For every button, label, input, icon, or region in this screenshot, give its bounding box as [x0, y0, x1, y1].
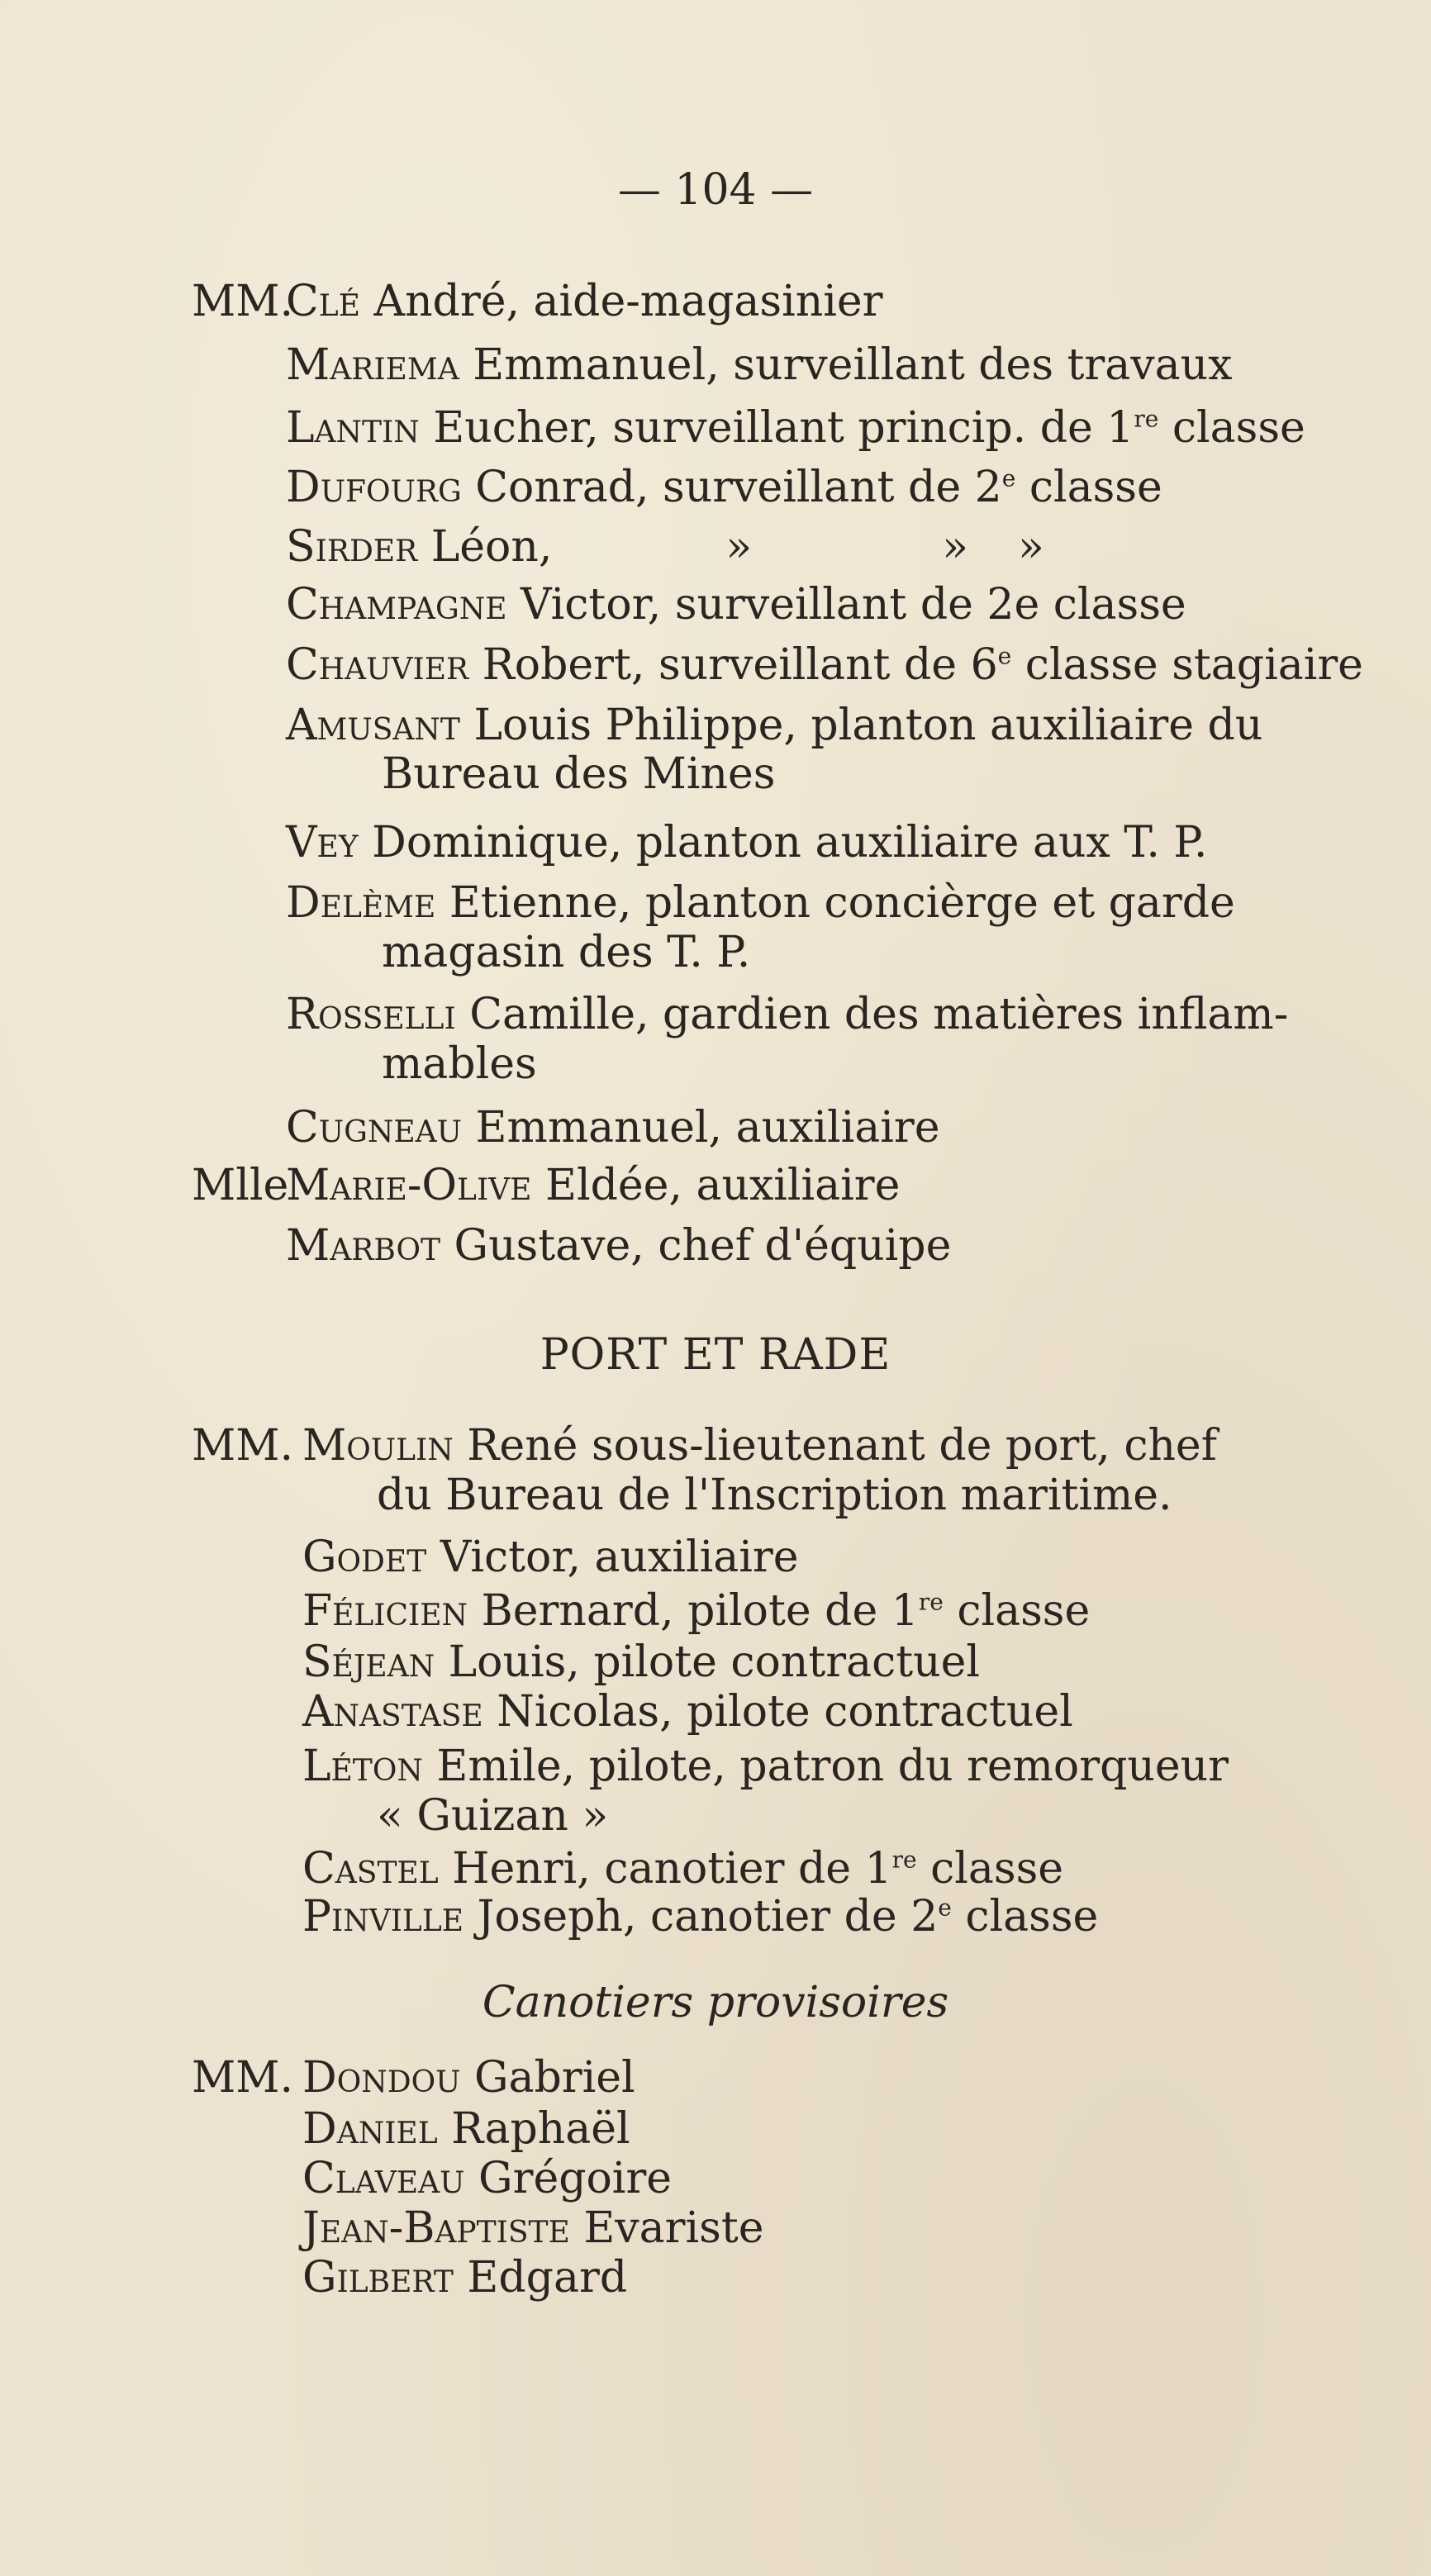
- staff-entry: [286, 340, 1233, 390]
- staff-entry: [286, 818, 1207, 867]
- surname: Léton: [302, 1742, 423, 1791]
- staff-entry: [302, 1844, 1063, 1894]
- entry-continuation: Bureau des Mines: [382, 749, 776, 799]
- entry-text: classe: [1158, 403, 1305, 453]
- entry-text: Eldée, auxiliaire: [531, 1161, 901, 1210]
- entry-continuation: mables: [382, 1039, 537, 1089]
- ordinal-suffix: re: [891, 1846, 917, 1874]
- honorific-prefix: MM.: [192, 1421, 294, 1471]
- surname: Dondou: [302, 2053, 461, 2103]
- staff-entry: [192, 1161, 900, 1210]
- entry-text: Dominique, planton auxiliaire aux T. P.: [358, 818, 1208, 867]
- entry-text: Gabriel: [460, 2053, 635, 2103]
- staff-entry: [302, 1586, 1090, 1636]
- surname: Cugneau: [286, 1103, 463, 1153]
- honorific-prefix: MM.: [192, 2053, 294, 2103]
- entry-text: Emmanuel, auxiliaire: [462, 1103, 940, 1153]
- ordinal-suffix: re: [1134, 405, 1159, 433]
- ordinal-suffix: e: [1001, 464, 1016, 492]
- staff-entry: [302, 2203, 764, 2253]
- entry-text: classe: [1015, 463, 1162, 512]
- surname: Marie-Olive: [286, 1161, 532, 1210]
- staff-entry: [302, 1533, 799, 1582]
- entry-text: Joseph, canotier de 2: [464, 1892, 939, 1942]
- ditto-mark: »: [1018, 522, 1044, 572]
- ditto-mark: »: [725, 522, 753, 572]
- surname: Félicien: [302, 1586, 468, 1636]
- entry-text: Emile, pilote, patron du remorqueur: [422, 1742, 1229, 1791]
- entry-text: Evariste: [569, 2203, 764, 2253]
- surname: Marbot: [286, 1221, 440, 1271]
- staff-entry: [302, 1892, 1098, 1942]
- surname: Claveau: [302, 2154, 465, 2203]
- surname: Pinville: [302, 1892, 464, 1942]
- surname: Amusant: [286, 701, 460, 750]
- surname: Dufourg: [286, 463, 462, 512]
- surname: Rosselli: [286, 990, 456, 1039]
- entry-text: Eucher, surveillant princip. de 1: [419, 403, 1134, 453]
- entry-text: Louis, pilote contractuel: [435, 1637, 981, 1687]
- surname: Sirder: [286, 522, 418, 572]
- staff-entry: [286, 1103, 940, 1153]
- entry-continuation: magasin des T. P.: [382, 928, 751, 977]
- surname: Mariema: [286, 340, 459, 390]
- entry-text: Grégoire: [464, 2154, 673, 2203]
- honorific-prefix: Mlle: [192, 1161, 289, 1210]
- surname: Godet: [302, 1533, 427, 1582]
- entry-continuation: du Bureau de l'Inscription maritime.: [377, 1471, 1172, 1520]
- page-number: — 104 —: [617, 165, 814, 215]
- staff-entry: [192, 2053, 635, 2103]
- surname: Moulin: [302, 1421, 454, 1471]
- staff-entry: [302, 1637, 980, 1687]
- surname: Champagne: [286, 580, 507, 630]
- surname: Daniel: [302, 2104, 438, 2154]
- staff-entry: [286, 580, 1186, 630]
- entry-text: Emmanuel, surveillant des travaux: [459, 340, 1233, 390]
- entry-text: Bernard, pilote de 1: [468, 1586, 919, 1636]
- entry-text: classe: [916, 1844, 1064, 1894]
- entry-text: Etienne, planton concièrge et garde: [435, 878, 1235, 928]
- entry-text: Victor, surveillant de 2e classe: [506, 580, 1186, 630]
- honorific-prefix: MM.: [192, 277, 294, 326]
- entry-text: Conrad, surveillant de 2: [461, 463, 1002, 512]
- staff-entry: [286, 701, 1262, 750]
- staff-entry: [286, 990, 1288, 1039]
- entry-text: Raphaël: [437, 2104, 630, 2154]
- entry-text: Louis Philippe, planton auxiliaire du: [459, 701, 1263, 750]
- staff-entry: [192, 1421, 1217, 1471]
- ditto-mark: »: [942, 522, 969, 572]
- staff-entry: [302, 2154, 672, 2203]
- ordinal-suffix: e: [938, 1894, 952, 1922]
- staff-entry: [302, 1742, 1229, 1791]
- staff-entry: [286, 463, 1162, 512]
- surname: Séjean: [302, 1637, 435, 1687]
- staff-entry: [286, 1221, 951, 1271]
- entry-text: René sous-lieutenant de port, chef: [453, 1421, 1217, 1471]
- surname: Clé: [286, 277, 360, 326]
- entry-text: Gustave, chef d'équipe: [440, 1221, 952, 1271]
- staff-entry: [286, 878, 1235, 928]
- surname: Chauvier: [286, 640, 469, 690]
- staff-entry: [302, 2104, 630, 2154]
- surname: Gilbert: [302, 2253, 454, 2303]
- entry-text: Victor, auxiliaire: [426, 1533, 799, 1582]
- surname: Jean-Baptiste: [302, 2203, 570, 2253]
- staff-entry: [302, 1687, 1073, 1737]
- entry-text: Nicolas, pilote contractuel: [483, 1687, 1073, 1737]
- staff-entry: [192, 277, 882, 326]
- staff-entry: [286, 522, 1044, 572]
- staff-entry: [286, 640, 1363, 690]
- ordinal-suffix: e: [997, 642, 1012, 670]
- entry-text: Robert, surveillant de 6: [468, 640, 998, 690]
- entry-text: André, aide-magasinier: [359, 277, 883, 326]
- surname: Delème: [286, 878, 436, 928]
- section-heading: PORT ET RADE: [540, 1330, 891, 1380]
- surname: Castel: [302, 1844, 439, 1894]
- ordinal-suffix: re: [918, 1588, 944, 1616]
- staff-entry: [302, 2253, 627, 2303]
- entry-text: Edgard: [453, 2253, 628, 2303]
- section-subheading: Canotiers provisoires: [482, 1978, 949, 2027]
- entry-text: classe: [943, 1586, 1091, 1636]
- entry-text: Henri, canotier de 1: [438, 1844, 892, 1894]
- entry-text: Léon,: [417, 522, 553, 572]
- surname: Anastase: [302, 1687, 483, 1737]
- entry-text: Camille, gardien des matières inflam-: [455, 990, 1289, 1039]
- entry-text: classe stagiaire: [1011, 640, 1363, 690]
- surname: Vey: [286, 818, 359, 867]
- surname: Lantin: [286, 403, 420, 453]
- entry-continuation: « Guizan »: [377, 1791, 609, 1841]
- staff-entry: [286, 403, 1305, 453]
- entry-text: classe: [951, 1892, 1099, 1942]
